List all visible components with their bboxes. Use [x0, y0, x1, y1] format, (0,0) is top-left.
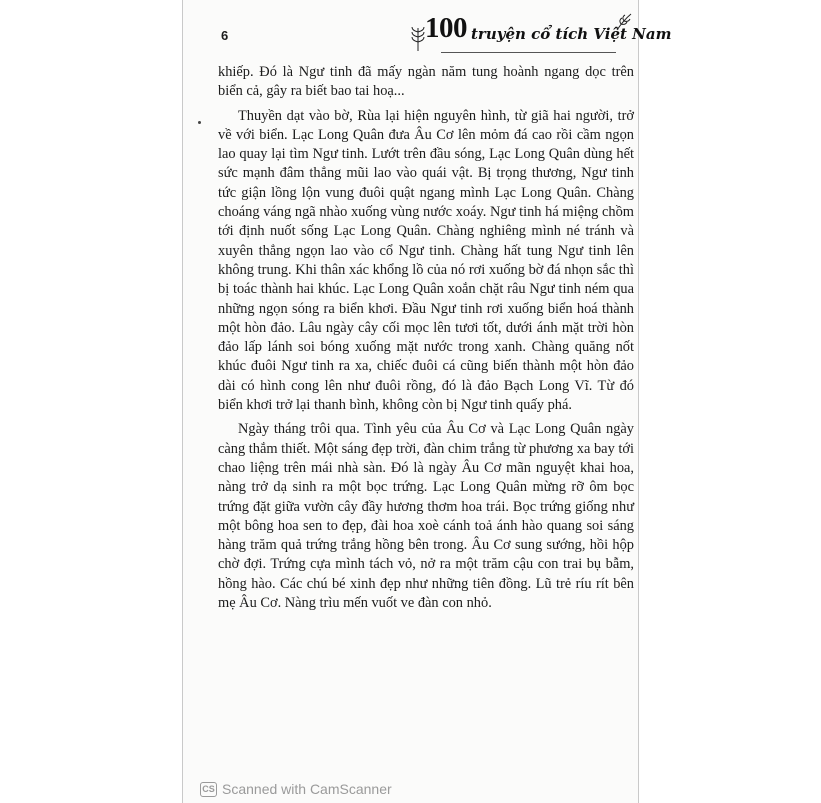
story-body: [218, 63, 634, 618]
scan-speck: [198, 121, 201, 124]
paragraph-birth: Ngày tháng trôi qua. Tình yêu của Âu Cơ và Lạc Long Quân ngày càng thắm thiết. Một sáng đẹp trời, đàn chim trắng từ phương xa bay tới chao liệng trên mái nhà sàn. Đó là ngày Âu Cơ mãn nguyệt khai hoa, nàng trở dạ sinh ra một bọc trứng. Lạc Long Quân mừng rỡ ôm bọc trứng đặt giữa vườn cây đầy hương thơm hoa trái. Bọc trứng giống như một bông hoa sen to đẹp, đài hoa xoè cánh toả ánh hào quang soi sáng hàng trăm quả trứng trắng hồng bên trong. Âu Cơ sung sướng, hồi hộp chờ đợi. Trứng cựa mình tách vỏ, nở ra một trăm cậu con trai bụ bẫm, hồng hào. Các chú bé xinh đẹp như những tiên đồng. Lũ trẻ ríu rít bên mẹ Âu Cơ. Nàng trìu mến vuốt ve đàn con nhỏ.: [218, 421, 634, 612]
paragraph-battle: Thuyền dạt vào bờ, Rùa lại hiện nguyên hình, từ giã hai người, trở về với biển. Lạc Long Quân đưa Âu Cơ lên mỏm đá cao rồi cầm ngọn lao quay lại tìm Ngư tinh. Lướt trên đầu sóng, Lạc Long Quân dùng hết sức mạnh đâm thẳng mũi lao vào quái vật. Bị trọng thương, Ngư tinh tức giận lồng lộn vung đuôi quật ngang mình Lạc Long Quân. Chàng choáng váng ngã nhào xuống vùng nước xoáy. Ngư tinh há miệng chồm tới định nuốt sống Lạc Long Quân. Chàng nghiêng mình né tránh và xuyên thẳng ngọn lao vào cổ Ngư tinh. Chàng hất tung Ngư tinh lên không trung. Khi thân xác khổng lồ của nó rơi xuống bờ đá nhọn sắc thì bị toác thành hai khúc. Lạc Long Quân xoắn chặt râu Ngư tinh ném qua những ngọn sóng ra biển khơi. Đầu Ngư tinh rơi xuống biển hoá thành một hòn đảo. Lâu ngày cây cối mọc lên tươi tốt, dưới ánh mặt trời hòn đảo lấp lánh soi bóng xuống mặt nước trong xanh. Chàng quăng nốt khúc đuôi Ngư tinh ra xa, chiếc đuôi cá cũng biến thành một hòn đảo dài có hình cong lên như đuôi rồng, đó là đảo Bạch Long Vĩ. Từ đó biển khơi trở lại thanh bình, không còn bị Ngư tinh quấy phá.: [218, 107, 634, 414]
leaf-ornament-right-icon: [615, 12, 633, 32]
header-title-number: 100: [425, 12, 467, 44]
watermark-text: Scanned with CamScanner: [222, 781, 392, 797]
camscanner-watermark: [200, 779, 392, 799]
camscanner-logo-icon: CS: [200, 782, 217, 797]
leaf-ornament-left-icon: [411, 26, 425, 52]
header-underline: [441, 52, 616, 53]
paragraph-continuation: khiếp. Đó là Ngư tinh đã mấy ngàn năm tung hoành ngang dọc trên biển cả, gây ra biết bao tai hoạ...: [218, 64, 634, 100]
header-title-script: truyện cổ tích Việt Nam: [471, 25, 672, 43]
page-number: 6: [221, 28, 229, 43]
book-header: [411, 12, 672, 56]
book-page: [182, 0, 672, 803]
